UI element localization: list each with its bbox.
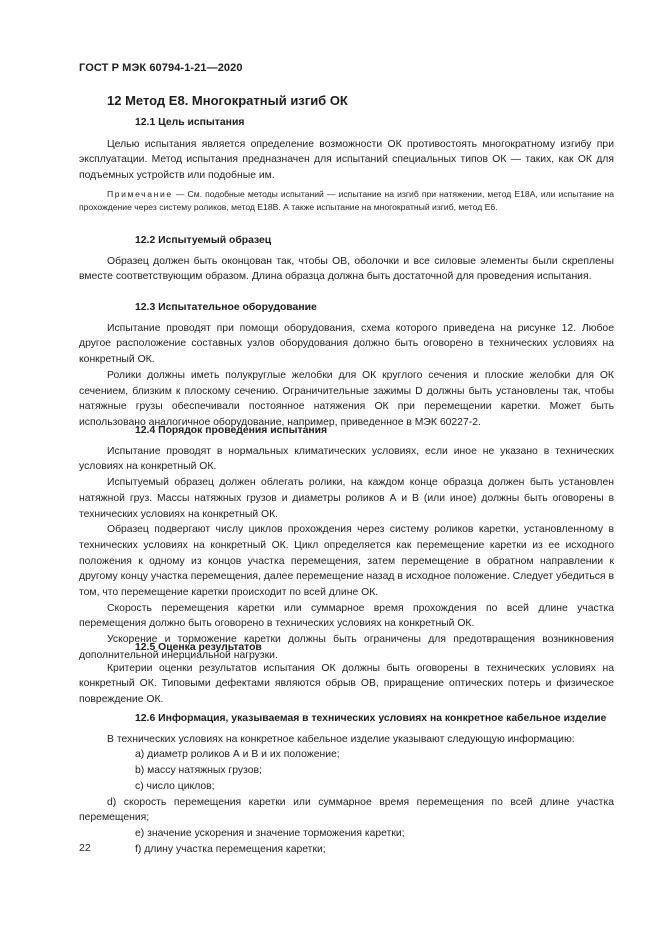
paragraph: Целью испытания является определение возможности ОК противостоять многократному изгибу при эксплуатации. Метод испытания предназначен для испытаний специальных типов ОК — таких, как ОК для подъемных устройств или подобные им.: [79, 138, 614, 182]
paragraph: Испытание проводят при помощи оборудования, схема которого приведена на рисунке 12. Любое другое расположение составных узлов оборудования должно быть оговорено в технических условиях на конкретный ОК.: [79, 322, 614, 366]
list-item: е) значение ускорения и значение торможения каретки;: [135, 827, 405, 839]
section-title: 12 Метод Е8. Многократный изгиб ОК: [107, 93, 348, 108]
paragraph: Ролики должны иметь полукруглые желобки для ОК круглого сечения и плоские желобки для ОК сечением, близким к плоскому сечению. Ограничительные зажимы D должны быть установлены так, чтобы натяжные грузы обеспечивали постоянное натяжения ОК при перемещении каретки. Может быть использовано аналогичное оборудование, например, приведенное в МЭК 60227-2.: [79, 369, 614, 428]
list-item: d) скорость перемещения каретки или суммарное время перемещения по всей длине участка перемещения;: [79, 796, 614, 824]
note-text: — См. подобные методы испытаний — испытание на изгиб при натяжении, метод Е18А, или испытание на прохождение через систему роликов, метод Е18В. А также испытание на многократный изгиб, метод Е6.: [79, 188, 614, 212]
paragraph: Критерии оценки результатов испытания ОК должны быть оговорены в технических условиях на конкретный ОК. Типовыми дефектами являются обрыв ОВ, приращение оптических потерь и физическое повреждение ОК.: [79, 662, 614, 706]
subsection-title: 12.5 Оценка результатов: [135, 642, 262, 653]
subsection-title: 12.3 Испытательное оборудование: [135, 302, 317, 313]
note: [79, 188, 614, 214]
note-label: Примечание: [107, 188, 173, 199]
paragraph: Ускорение и торможение каретки должны быть ограничены для предотвращения возникновения дополнительной инерциальной нагрузки.: [79, 634, 614, 661]
paragraph: Образец должен быть оконцован так, чтобы ОВ, оболочки и все силовые элементы были скреплены вместе соответствующим образом. Длина образца должна быть достаточной для проведения испытания.: [79, 255, 614, 283]
list-item: f) длину участка перемещения каретки;: [135, 843, 326, 855]
section-12-6: [79, 711, 614, 857]
paragraph: Образец подвергают числу циклов прохождения через систему роликов каретки, установленному в технических условиях на конкретный ОК. Цикл определяется как перемещение каретки из ее исходного положения к одному из концов участка перемещения, затем перемещение в обратном направлении к другому концу участка перемещения, далее перемещение назад в исходное положение. Следует убедиться в том, что перемещение каретки происходит по всей длине ОК.: [79, 524, 614, 599]
section-12-1: [79, 115, 614, 214]
subsection-title: 12.4 Порядок проведения испытания: [135, 425, 328, 436]
section-12-2: [79, 233, 614, 285]
section-12-3: [79, 300, 614, 431]
list-item: а) диаметр роликов А и В и их положение;: [135, 749, 340, 761]
paragraph: В технических условиях на конкретное кабельное изделие указывают следующую информацию:: [107, 733, 575, 745]
list-item: с) число циклов;: [135, 780, 215, 792]
document-header: ГОСТ Р МЭК 60794-1-21—2020: [79, 62, 243, 74]
section-12-5: [79, 640, 614, 708]
list-item: b) массу натяжных грузов;: [135, 765, 262, 777]
paragraph: Скорость перемещения каретки или суммарное время прохождения по всей длине участка перемещения должно быть оговорено в технических условиях на конкретный ОК.: [79, 602, 614, 630]
page-number: 22: [79, 842, 91, 854]
paragraph: Испытание проводят в нормальных климатических условиях, если иное не указано в технических условиях на конкретный ОК.: [79, 445, 614, 473]
subsection-title: 12.6 Информация, указываемая в технических условиях на конкретное кабельное изделие: [135, 713, 607, 724]
paragraph: Испытуемый образец должен облегать ролики, на каждом конце образца должен быть установлен натяжной груз. Массы натяжных грузов и диаметры роликов А и В (или иное) должны быть оговорены в технических условиях на конкретный ОК.: [79, 477, 614, 520]
subsection-title: 12.1 Цель испытания: [135, 117, 245, 128]
subsection-title: 12.2 Испытуемый образец: [135, 235, 272, 246]
section-12-4: [79, 423, 614, 664]
